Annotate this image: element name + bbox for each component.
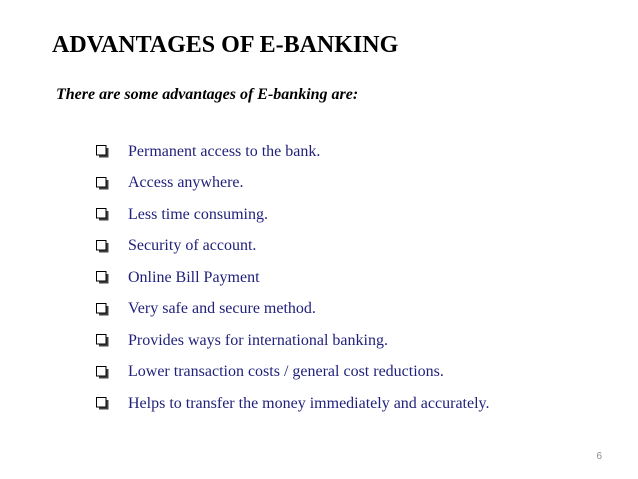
checkbox-square-icon xyxy=(96,271,109,284)
slide-title: ADVANTAGES OF E-BANKING xyxy=(52,32,399,58)
list-item xyxy=(96,262,490,294)
checkbox-square-icon xyxy=(96,366,109,379)
checkbox-square-icon xyxy=(96,303,109,316)
list-item xyxy=(96,294,490,326)
checkbox-square-icon xyxy=(96,240,109,253)
list-item-text: Less time consuming. xyxy=(128,205,268,223)
checkbox-square-icon xyxy=(96,397,109,410)
checkbox-square-icon xyxy=(96,334,109,347)
list-item xyxy=(96,136,490,168)
list-item-text: Security of account. xyxy=(128,237,257,255)
list-item-text: Lower transaction costs / general cost reductions. xyxy=(128,363,444,381)
checkbox-square-icon xyxy=(96,177,109,190)
list-item xyxy=(96,325,490,357)
list-item-text: Provides ways for international banking. xyxy=(128,331,388,349)
checkbox-square-icon xyxy=(96,208,109,221)
list-item-text: Access anywhere. xyxy=(128,174,244,192)
list-item xyxy=(96,388,490,420)
list-item-text: Very safe and secure method. xyxy=(128,300,316,318)
slide-subtitle: There are some advantages of E-banking are: xyxy=(56,86,359,103)
list-item xyxy=(96,357,490,389)
list-item-text: Online Bill Payment xyxy=(128,268,260,286)
checkbox-square-icon xyxy=(96,145,109,158)
list-item-text: Helps to transfer the money immediately and accurately. xyxy=(128,394,490,412)
list-item xyxy=(96,231,490,263)
list-item-text: Permanent access to the bank. xyxy=(128,142,321,160)
list-item xyxy=(96,168,490,200)
advantages-list xyxy=(96,136,490,420)
list-item xyxy=(96,199,490,231)
page-number: 6 xyxy=(596,451,602,462)
